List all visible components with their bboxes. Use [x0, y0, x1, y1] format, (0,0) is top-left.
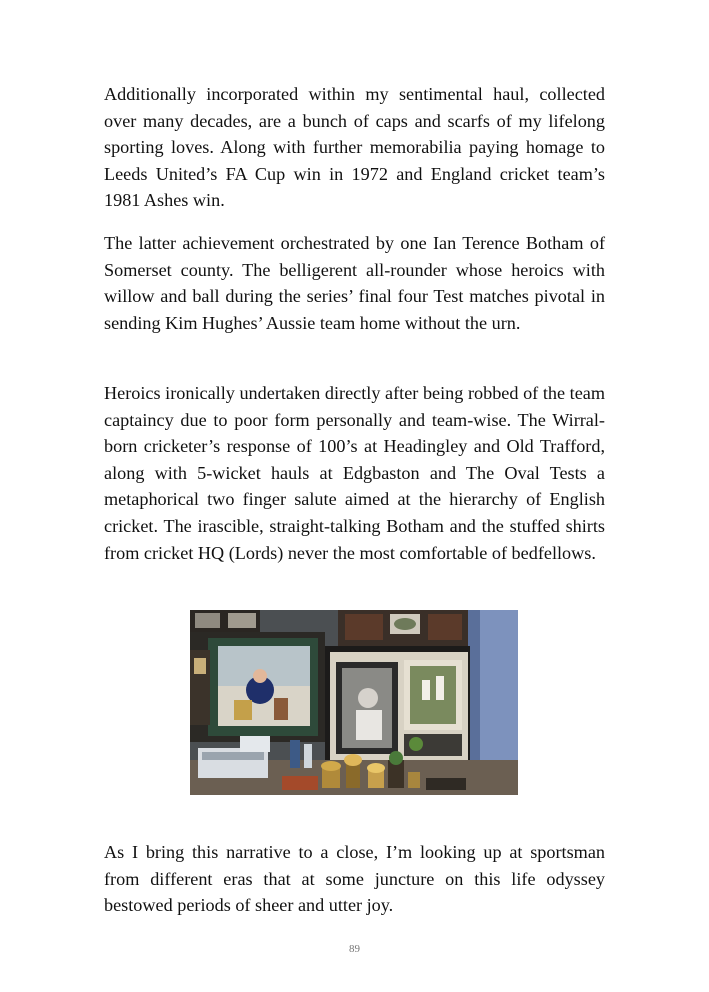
memorabilia-photo	[190, 610, 518, 795]
paragraph-4: As I bring this narrative to a close, I’m looking up at sportsman from different eras that at some juncture on this life odyssey bestowed periods of sheer and utter joy.	[104, 842, 605, 916]
page-number: 89	[349, 943, 360, 955]
paragraph-1: Additionally incorporated within my sentimental haul, collected over many decades, are a bunch of caps and scarfs of my lifelong sporting loves. Along with further memorabilia paying homage to Leeds United’s FA Cup win in 1972 and England cricket team’s 1981 Ashes win.	[104, 84, 605, 211]
paragraph-2: The latter achievement orchestrated by one Ian Terence Botham of Somerset county. The belligerent all-rounder whose heroics with willow and ball during the series’ final four Test matches pivotal in sending Kim Hughes’ Aussie team home without the urn.	[104, 233, 605, 333]
paragraph-3: Heroics ironically undertaken directly after being robbed of the team captaincy due to poor form personally and team-wise. The Wirral-born cricketer’s response of 100’s at Headingley and Old Trafford, along with 5-wicket hauls at Edgbaston and The Oval Tests a metaphorical two finger salute aimed at the hierarchy of English cricket. The irascible, straight-talking Botham and the stuffed shirts from cricket HQ (Lords) never the most comfortable of bedfellows.	[104, 383, 605, 563]
